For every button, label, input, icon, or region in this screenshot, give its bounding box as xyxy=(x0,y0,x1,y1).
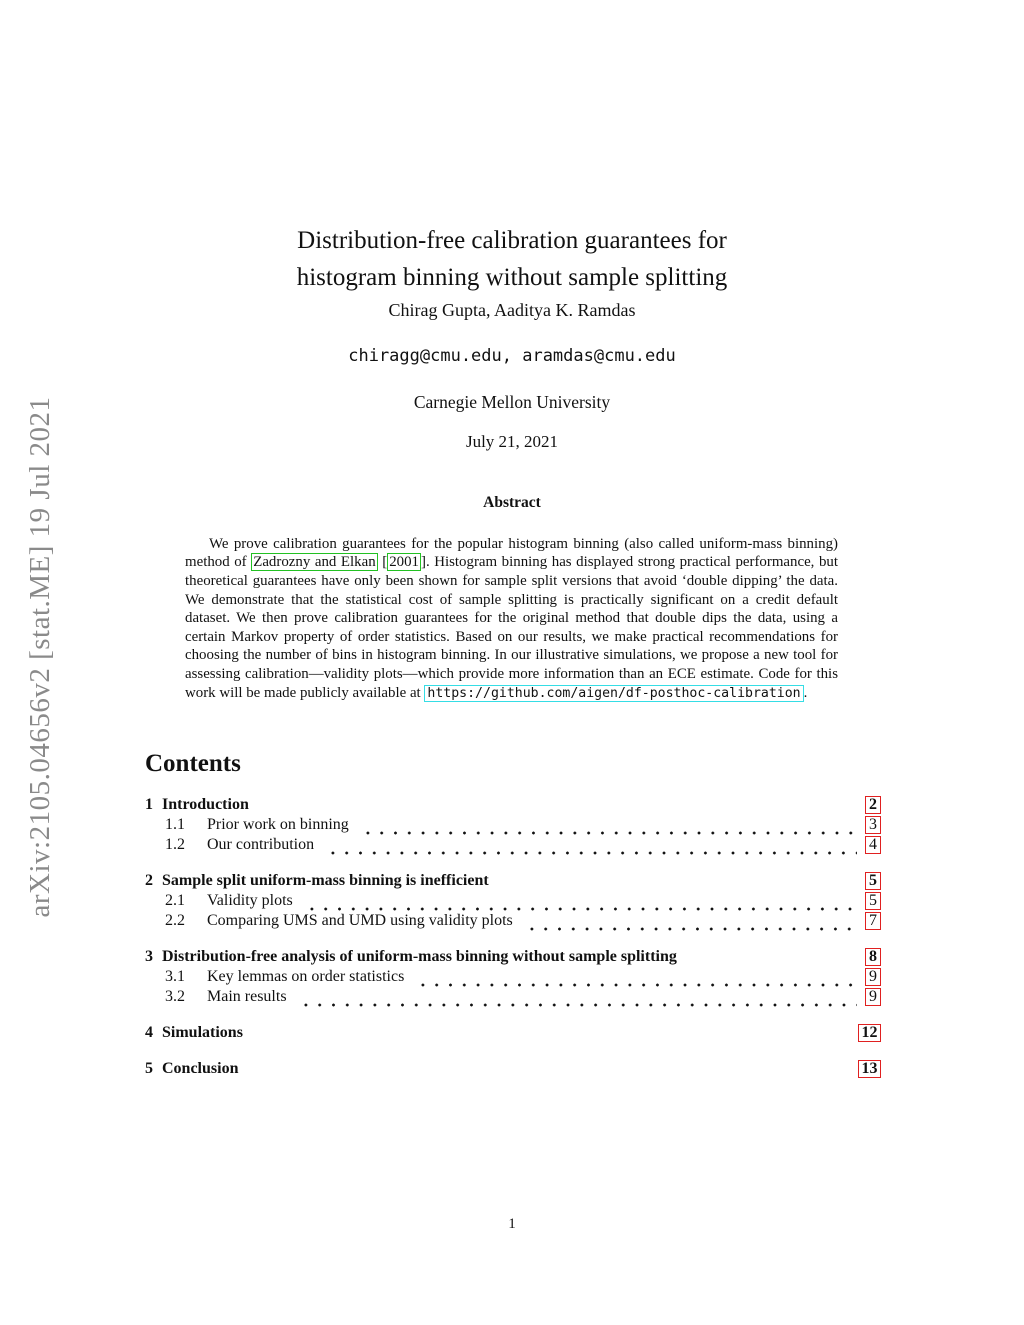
toc-section-label: Conclusion xyxy=(162,1060,239,1077)
dot-leader xyxy=(301,891,857,911)
dot-leader xyxy=(521,911,857,931)
toc-section-number: 2.1 xyxy=(165,892,185,909)
affiliation: Carnegie Mellon University xyxy=(413,392,611,412)
toc-section-label: Distribution-free analysis of uniform-mass binning without sample splitting xyxy=(162,948,677,965)
toc-entry-df-analysis xyxy=(145,947,881,967)
citation-link-year[interactable]: 2001 xyxy=(389,554,419,571)
toc-entry-sample-split xyxy=(145,871,881,891)
author-emails: chiragg@cmu.edu, aramdas@cmu.edu xyxy=(348,346,676,366)
toc-section-label: Introduction xyxy=(162,796,249,813)
toc-entry-key-lemmas xyxy=(145,967,881,987)
abstract-text-2: [ xyxy=(377,554,388,571)
dot-leader xyxy=(251,1023,850,1043)
toc-entry-introduction xyxy=(145,795,881,815)
abstract-text-4: . xyxy=(803,684,808,701)
toc-page-link[interactable]: 12 xyxy=(858,1024,881,1042)
toc-section-label: Simulations xyxy=(162,1024,243,1041)
toc-section-number: 3.2 xyxy=(165,988,185,1005)
toc-section-label: Comparing UMS and UMD using validity plots xyxy=(207,912,513,929)
dot-leader xyxy=(357,815,857,835)
citation-link-authors[interactable]: Zadrozny and Elkan xyxy=(253,554,376,571)
toc-section-number: 5 xyxy=(145,1060,153,1077)
dot-leader xyxy=(257,795,857,815)
toc-section-number: 4 xyxy=(145,1024,153,1041)
paper-title xyxy=(0,222,1024,296)
toc-section-number: 1.2 xyxy=(165,836,185,853)
toc-entry-our-contribution xyxy=(145,835,881,855)
toc-section-number: 3 xyxy=(145,948,153,965)
toc-page-link[interactable]: 3 xyxy=(865,816,881,834)
abstract-text-1: We prove calibration guarantees for the popular histogram binning (also called uniform-mass binning) method of xyxy=(185,535,838,571)
github-link[interactable]: https://github.com/aigen/df-posthoc-calibration xyxy=(424,685,803,702)
contents-heading: Contents xyxy=(145,749,241,777)
paper-title-line2: histogram binning without sample splitting xyxy=(296,263,728,291)
toc-section-label: Key lemmas on order statistics xyxy=(207,968,405,985)
paper-title-line1: Distribution-free calibration guarantees for xyxy=(297,226,727,254)
footer-page-number: 1 xyxy=(508,1216,516,1232)
toc-page-link[interactable]: 9 xyxy=(865,968,881,986)
toc-page-link[interactable]: 4 xyxy=(865,836,881,854)
authors: Chirag Gupta, Aaditya K. Ramdas xyxy=(388,300,636,320)
toc-entry-conclusion xyxy=(145,1059,881,1079)
arxiv-watermark: arXiv:2105.04656v2 [stat.ME] 19 Jul 2021 xyxy=(24,396,56,918)
toc-page-link[interactable]: 7 xyxy=(865,912,881,930)
toc-entry-simulations xyxy=(145,1023,881,1043)
toc-page-link[interactable]: 2 xyxy=(865,796,881,814)
abstract-text-3: ]. Histogram binning has displayed strong practical performance, but theoretical guarantees have only been shown for sample split versions that avoid ‘double dipping’ the data. We demonstrate that the statistical cost of sample splitting is practically significant on a credit default dataset. We then prove calibration guarantees for the original method that double dips the data, using a certain Markov property of order statistics. Based on our results, we make practical recommendations for choosing the number of bins in histogram binning. In our illustrative simulations, we propose a new tool for assessing calibration—validity plots—which provide more information than an ECE estimate. Code for this work will be made publicly available at xyxy=(185,554,838,701)
toc-section-label: Our contribution xyxy=(207,836,315,853)
dot-leader xyxy=(497,871,857,891)
dot-leader xyxy=(685,947,857,967)
toc-page-link[interactable]: 5 xyxy=(865,872,881,890)
table-of-contents xyxy=(145,795,881,1079)
dot-leader xyxy=(322,835,857,855)
toc-entry-prior-work xyxy=(145,815,881,835)
toc-page-link[interactable]: 9 xyxy=(865,988,881,1006)
dot-leader xyxy=(412,967,857,987)
dot-leader xyxy=(246,1059,850,1079)
toc-section-number: 1.1 xyxy=(165,816,185,833)
toc-section-number: 2.2 xyxy=(165,912,185,929)
toc-page-link[interactable]: 5 xyxy=(865,892,881,910)
toc-section-label: Sample split uniform-mass binning is inefficient xyxy=(162,872,489,889)
toc-section-label: Main results xyxy=(207,988,287,1005)
paper-date: July 21, 2021 xyxy=(465,432,559,451)
toc-page-link[interactable]: 13 xyxy=(858,1060,881,1078)
abstract-body xyxy=(185,535,838,703)
dot-leader xyxy=(295,987,857,1007)
toc-page-link[interactable]: 8 xyxy=(865,948,881,966)
abstract-heading: Abstract xyxy=(483,494,541,511)
toc-entry-comparing-ums-umd xyxy=(145,911,881,931)
toc-entry-main-results xyxy=(145,987,881,1007)
toc-section-number: 3.1 xyxy=(165,968,185,985)
toc-entry-validity-plots xyxy=(145,891,881,911)
toc-section-label: Validity plots xyxy=(207,892,293,909)
toc-section-number: 1 xyxy=(145,796,153,813)
toc-section-label: Prior work on binning xyxy=(207,816,349,833)
toc-section-number: 2 xyxy=(145,872,153,889)
